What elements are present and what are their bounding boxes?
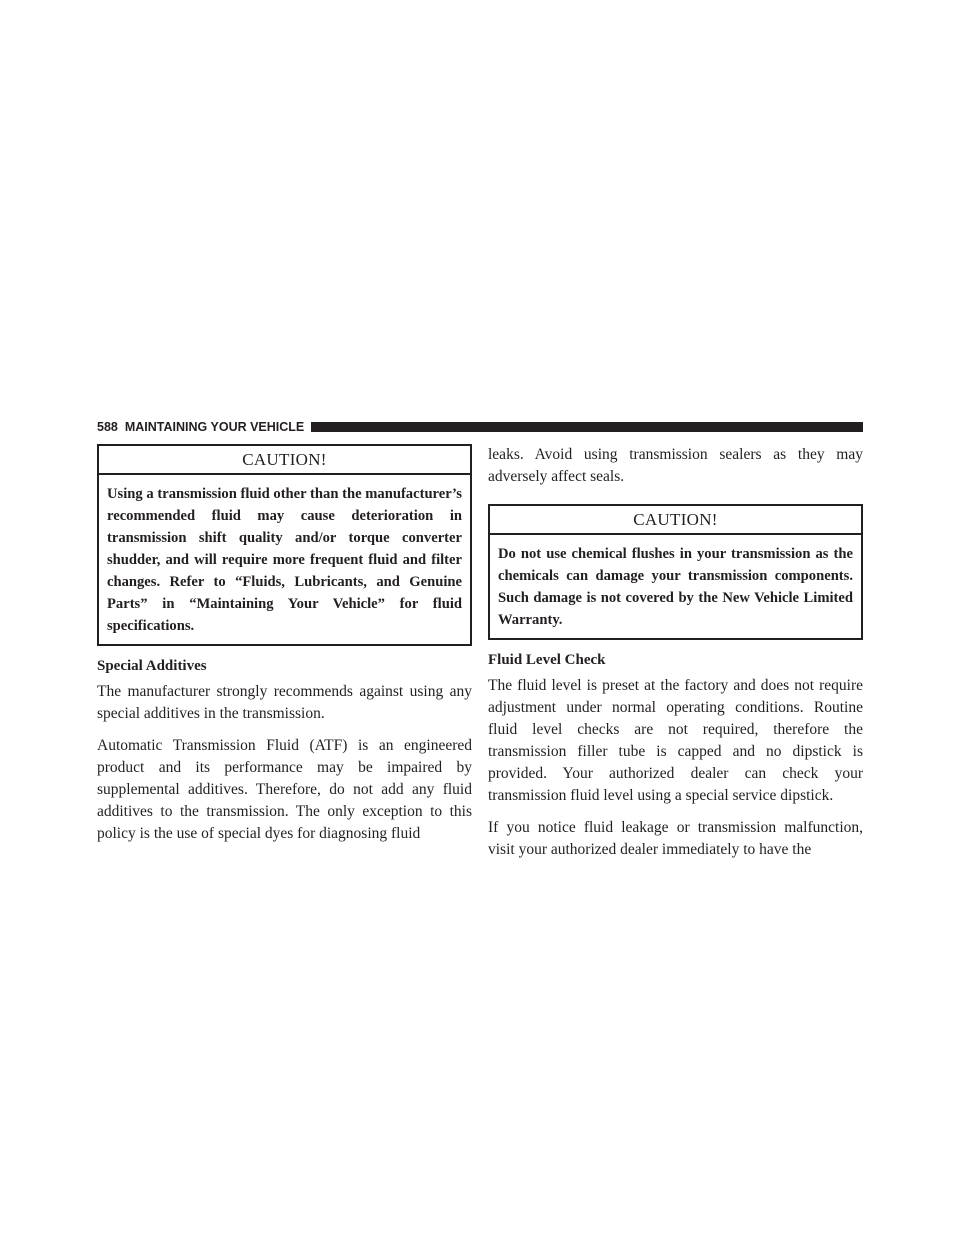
page-header (97, 418, 863, 436)
header-rule (311, 422, 863, 432)
paragraph-leakage: If you notice fluid leakage or transmission malfunction, visit your authorized dealer immediately to have the (488, 819, 863, 858)
paragraph-continued: leaks. Avoid using transmission sealers as they may adversely affect seals. (488, 446, 863, 485)
paragraph-fluid-level: The fluid level is preset at the factory and does not require adjustment under normal operating conditions. Routine fluid level checks are not required, therefore the transmission filler tube is capped and no dipstick is provided. Your authorized dealer can check your transmission fluid level using a special service dipstick. (488, 677, 863, 804)
paragraph-additives-recommendation: The manufacturer strongly recommends against using any special additives in the transmission. (97, 683, 472, 722)
caution-text: Using a transmission fluid other than the manufacturer’s recommended fluid may cause deterioration in transmission shift quality and/or torque converter shudder, and will require more frequent fluid and filter changes. Refer to “Fluids, Lubricants, and Genuine Parts” in “Maintaining Your Vehicle” for fluid specifications. (107, 486, 462, 634)
caution-box-fluid (97, 444, 472, 646)
caution-text: Do not use chemical flushes in your transmission as the chemicals can damage your transmission components. Such damage is not covered by the New Vehicle Limited Warranty. (498, 546, 853, 628)
page-number: 588 (97, 420, 118, 434)
heading-fluid-level-check: Fluid Level Check (488, 652, 606, 668)
section-title: MAINTAINING YOUR VEHICLE (124, 420, 305, 434)
left-column (97, 444, 472, 855)
caution-box-flushes (488, 504, 863, 640)
caution-title: CAUTION! (490, 506, 861, 535)
heading-special-additives: Special Additives (97, 658, 207, 674)
right-column (488, 444, 863, 871)
paragraph-atf: Automatic Transmission Fluid (ATF) is an engineered product and its performance may be impaired by supplemental additives. Therefore, do not add any fluid additives to the transmission. The only exception to this policy is the use of special dyes for diagnosing fluid (97, 737, 472, 842)
caution-title: CAUTION! (99, 446, 470, 475)
